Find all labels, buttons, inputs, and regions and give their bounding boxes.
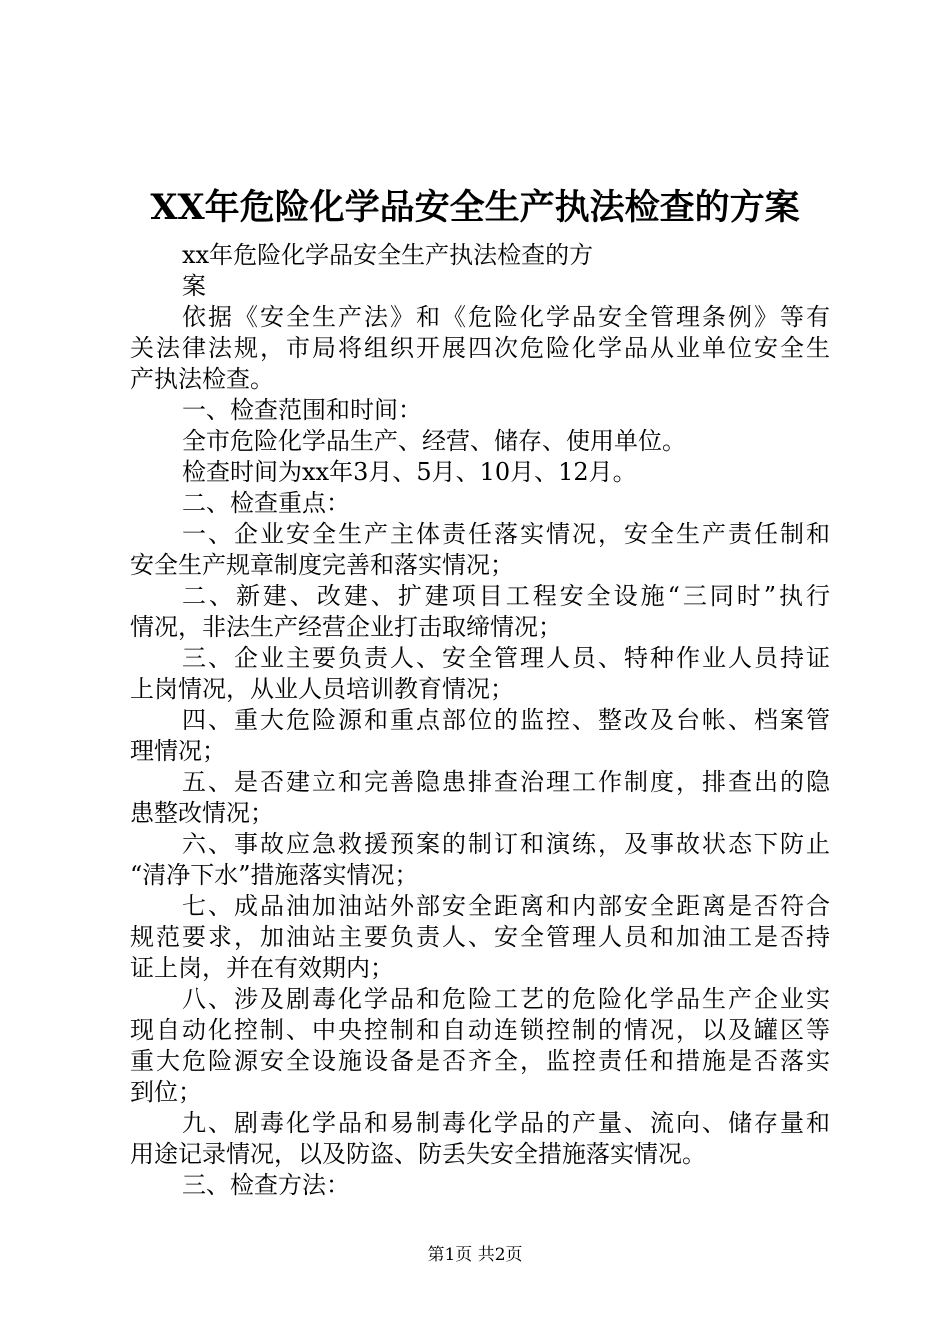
body-line: 五、是否建立和完善隐患排查治理工作制度，排查出的隐 <box>182 768 830 796</box>
body-line: 情况，非法生产经营企业打击取缔情况； <box>130 613 562 641</box>
body-line: 九、剧毒化学品和易制毒化学品的产量、流向、储存量和 <box>182 1109 830 1137</box>
body-line: 三、检查方法： <box>182 1171 350 1199</box>
body-line: 六、事故应急救援预案的制订和演练，及事故状态下防止 <box>182 830 830 858</box>
body-line: 安全生产规章制度完善和落实情况； <box>130 551 514 579</box>
body-line: 七、成品油加油站外部安全距离和内部安全距离是否符合 <box>182 892 830 920</box>
body-line: 上岗情况，从业人员培训教育情况； <box>130 675 514 703</box>
body-line: 产执法检查。 <box>130 365 274 393</box>
body-line: 依据《安全生产法》和《危险化学品安全管理条例》等有 <box>182 303 830 331</box>
body-line: 用途记录情况，以及防盗、防丢失安全措施落实情况。 <box>130 1140 706 1168</box>
body-line: xx年危险化学品安全生产执法检查的方 <box>182 241 594 269</box>
document-title: XX年危险化学品安全生产执法检查的方案 <box>150 187 800 228</box>
body-line: 一、检查范围和时间： <box>182 396 422 424</box>
body-line: 全市危险化学品生产、经营、储存、使用单位。 <box>182 427 686 455</box>
body-line: 重大危险源安全设施设备是否齐全，监控责任和措施是否落实 <box>130 1047 830 1075</box>
body-line: 关法律法规，市局将组织开展四次危险化学品从业单位安全生 <box>130 334 830 362</box>
body-line: 证上岗，并在有效期内； <box>130 954 394 982</box>
body-line: 规范要求，加油站主要负责人、安全管理人员和加油工是否持 <box>130 923 830 951</box>
body-line: 理情况； <box>130 737 226 765</box>
body-line: 现自动化控制、中央控制和自动连锁控制的情况，以及罐区等 <box>130 1016 830 1044</box>
body-line: 二、检查重点： <box>182 489 350 517</box>
body-line: 一、企业安全生产主体责任落实情况，安全生产责任制和 <box>182 520 830 548</box>
body-line: 到位； <box>130 1078 202 1106</box>
body-line: 患整改情况； <box>130 799 274 827</box>
body-line: 二、新建、改建、扩建项目工程安全设施“三同时”执行 <box>182 582 830 610</box>
page-footer: 第1页 共2页 <box>427 1245 523 1265</box>
body-line: “清净下水”措施落实情况； <box>130 861 419 889</box>
body-line: 三、企业主要负责人、安全管理人员、特种作业人员持证 <box>182 644 830 672</box>
document-body <box>130 240 830 1201</box>
body-line: 八、涉及剧毒化学品和危险工艺的危险化学品生产企业实 <box>182 985 830 1013</box>
body-line: 检查时间为xx年3月、5月、10月、12月。 <box>182 458 637 486</box>
body-line: 案 <box>182 272 206 300</box>
body-line: 四、重大危险源和重点部位的监控、整改及台帐、档案管 <box>182 706 830 734</box>
